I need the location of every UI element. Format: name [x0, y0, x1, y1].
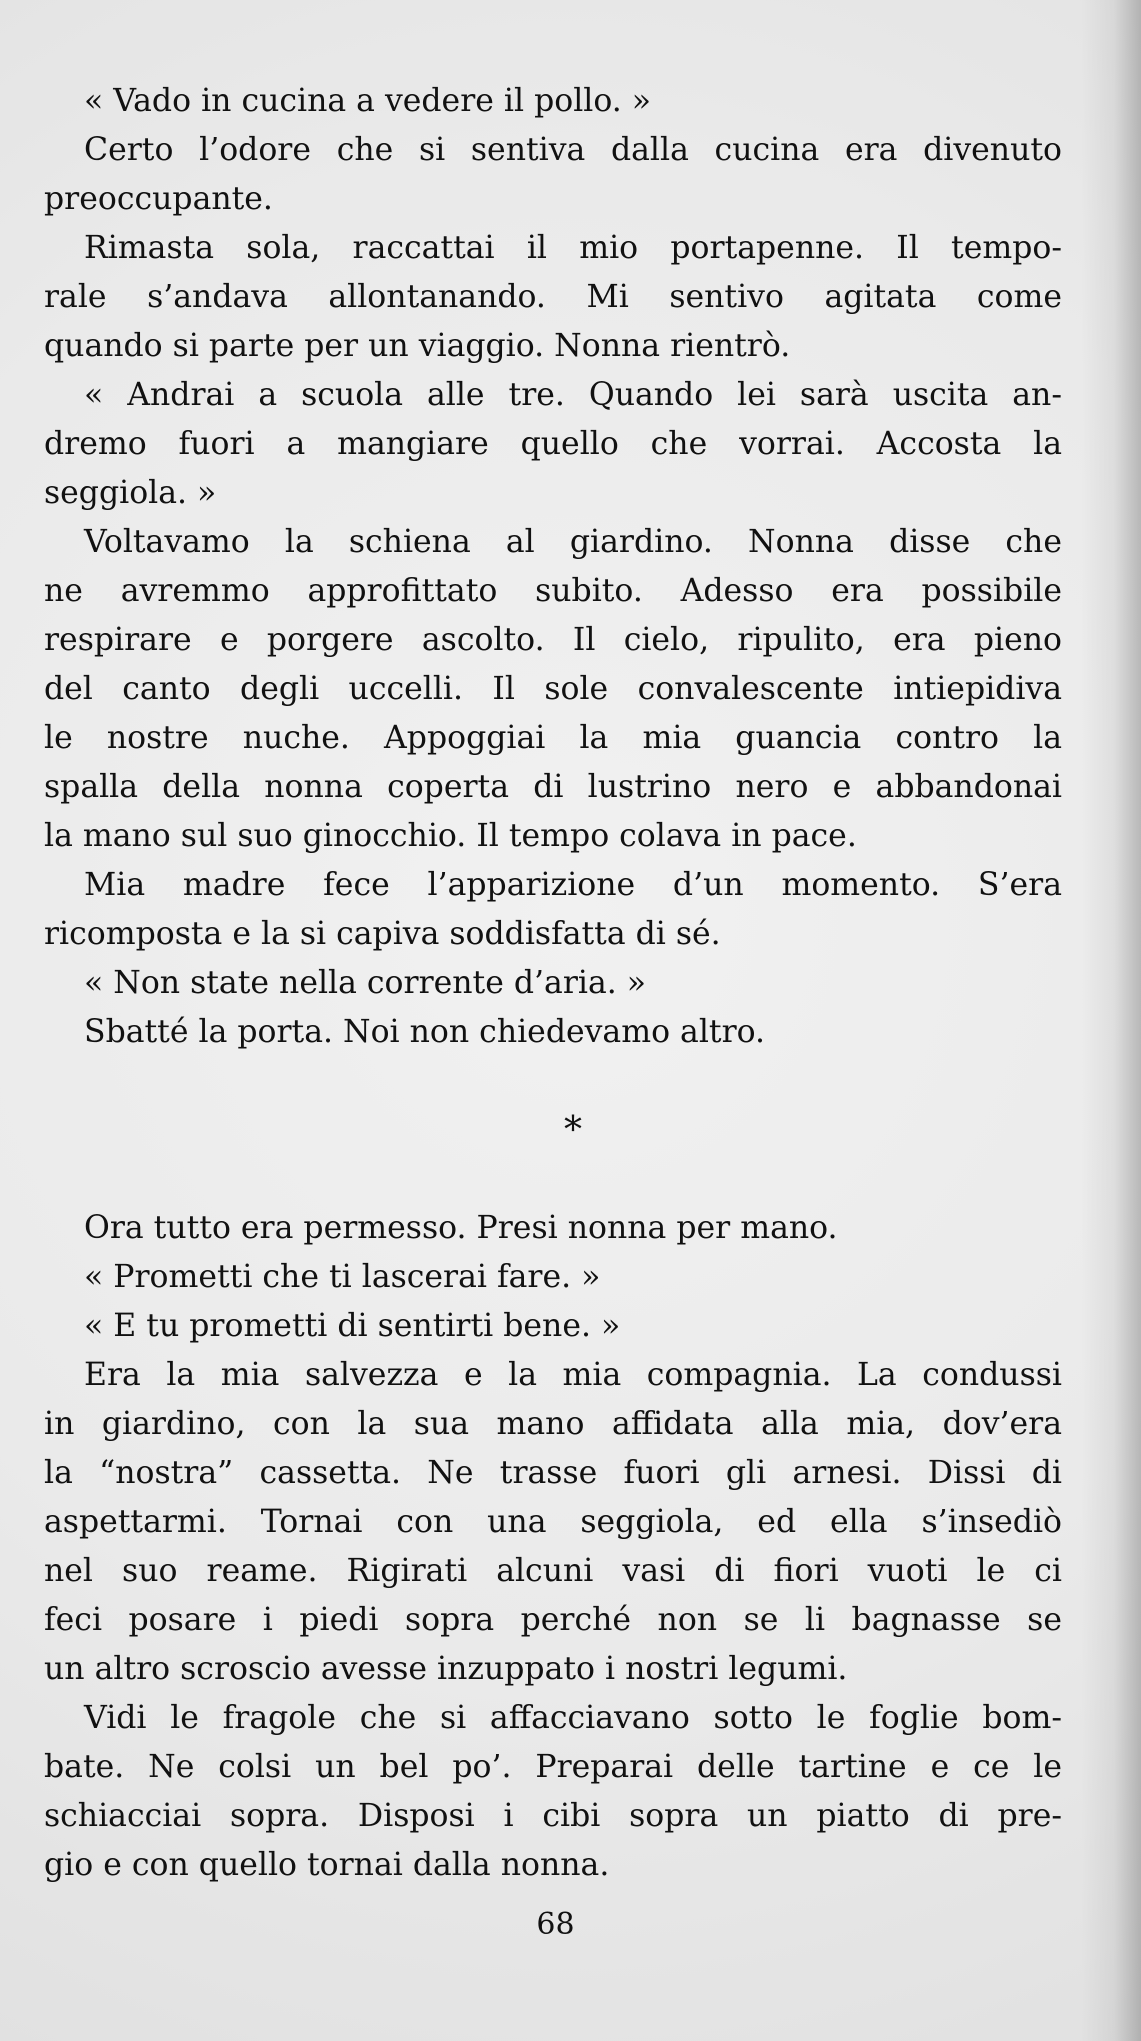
text-line: un altro scroscio avesse inzuppato i nostri legumi.	[44, 1651, 848, 1687]
text-line: quando si parte per un viaggio. Nonna rientrò.	[44, 328, 791, 364]
text-line: le nostre nuche. Appoggiai la mia guancia contro la	[44, 720, 1062, 756]
text-line: bate. Ne colsi un bel po’. Preparai delle tartine e ce le	[44, 1749, 1062, 1785]
text-line: seggiola. »	[44, 475, 217, 511]
text-line: « E tu prometti di sentirti bene. »	[84, 1308, 621, 1344]
text-line: « Andrai a scuola alle tre. Quando lei sarà uscita an-	[84, 377, 1062, 413]
body-text	[44, 77, 1062, 1890]
section-gap	[44, 1057, 1062, 1106]
text-line: Voltavamo la schiena al giardino. Nonna disse che	[84, 524, 1062, 560]
text-line: dremo fuori a mangiare quello che vorrai. Accosta la	[44, 426, 1062, 462]
text-line: Sbatté la porta. Noi non chiedevamo altro.	[84, 1014, 766, 1050]
text-line: ne avremmo approfittato subito. Adesso era possibile	[44, 573, 1062, 609]
spine-shadow	[1081, 0, 1141, 2041]
section-gap	[44, 1155, 1062, 1204]
page-number: 68	[536, 1907, 575, 1942]
text-line: Rimasta sola, raccattai il mio portapenne. Il tempo-	[84, 230, 1062, 266]
text-line: spalla della nonna coperta di lustrino nero e abbandonai	[44, 769, 1062, 805]
text-line: la mano sul suo ginocchio. Il tempo colava in pace.	[44, 818, 857, 854]
text-line: la “nostra” cassetta. Ne trasse fuori gli arnesi. Dissi di	[44, 1455, 1062, 1491]
text-line: rale s’andava allontanando. Mi sentivo agitata come	[44, 279, 1062, 315]
text-line: Vidi le fragole che si affacciavano sotto le foglie bom-	[84, 1700, 1062, 1736]
text-line: « Vado in cucina a vedere il pollo. »	[84, 83, 652, 119]
text-line: feci posare i piedi sopra perché non se li bagnasse se	[44, 1602, 1062, 1638]
text-line: del canto degli uccelli. Il sole convalescente intiepidiva	[44, 671, 1062, 707]
text-line: in giardino, con la sua mano affidata alla mia, dov’era	[44, 1406, 1062, 1442]
text-line: « Prometti che ti lascerai fare. »	[84, 1259, 601, 1295]
text-line: Mia madre fece l’apparizione d’un momento. S’era	[84, 867, 1062, 903]
text-line: Certo l’odore che si sentiva dalla cucina era divenuto	[84, 132, 1062, 168]
text-line: nel suo reame. Rigirati alcuni vasi di fiori vuoti le ci	[44, 1553, 1062, 1589]
text-line: respirare e porgere ascolto. Il cielo, ripulito, era pieno	[44, 622, 1062, 658]
text-line: aspettarmi. Tornai con una seggiola, ed ella s’insediò	[44, 1504, 1062, 1540]
text-line: preoccupante.	[44, 181, 273, 217]
section-break-asterisk: *	[564, 1110, 582, 1151]
text-line: Era la mia salvezza e la mia compagnia. La condussi	[84, 1357, 1062, 1393]
text-line: ricomposta e la si capiva soddisfatta di sé.	[44, 916, 721, 952]
text-line: Ora tutto era permesso. Presi nonna per mano.	[84, 1210, 838, 1246]
text-line: « Non state nella corrente d’aria. »	[84, 965, 647, 1001]
text-line: schiacciai sopra. Disposi i cibi sopra un piatto di pre-	[44, 1798, 1062, 1834]
text-line: gio e con quello tornai dalla nonna.	[44, 1847, 610, 1883]
